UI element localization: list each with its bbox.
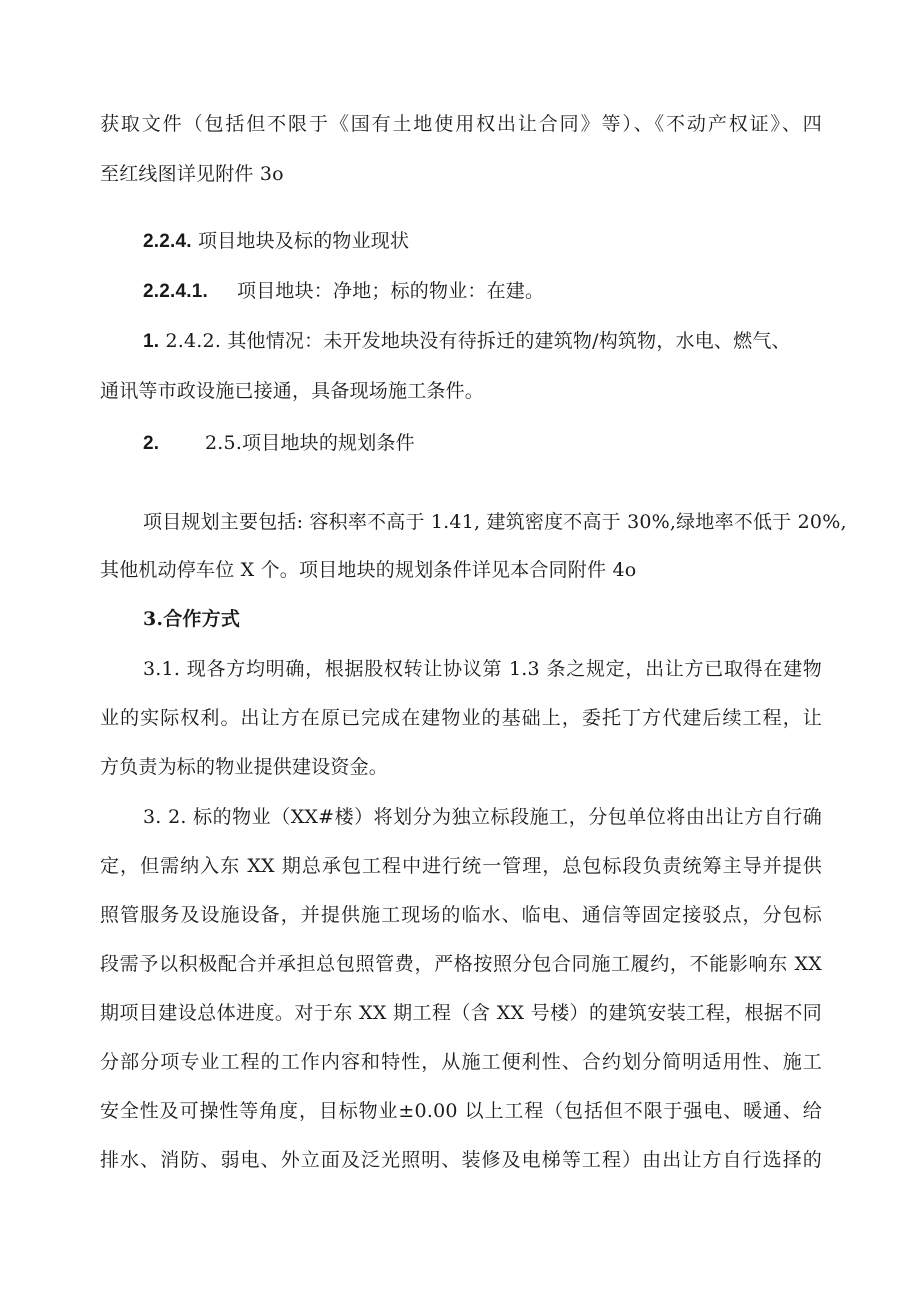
list-number: 1. [143, 331, 160, 352]
list-number: 2. [143, 433, 160, 454]
paragraph-line: 获取文件（包括但不限于《国有土地使用权出让合同》等）、《不动产权证》、四 [100, 113, 822, 135]
paragraph-line: 安全性及可操性等角度，目标物业±0.00 以上工程（包括但不限于强电、暖通、给 [100, 1100, 822, 1122]
paragraph-line: 3.1. 现各方均明确，根据股权转让协议第 1.3 条之规定，出让方已取得在建物 [143, 658, 822, 680]
paragraph-line: 3. 2. 标的物业（XX#楼）将划分为独立标段施工，分包单位将由出让方自行确 [143, 806, 822, 828]
paragraph-line: 方负责为标的物业提供建设资金。 [100, 756, 389, 778]
section-number: 2.2.4. [143, 231, 192, 252]
section-title: 2.5.项目地块的规划条件 [205, 432, 415, 454]
paragraph-line: 照管服务及设施设备，并提供施工现场的临水、临电、通信等固定接驳点，分包标 [100, 904, 822, 926]
paragraph-line: 业的实际权利。出让方在原已完成在建物业的基础上，委托丁方代建后续工程，让 [100, 707, 822, 729]
paragraph-line: 项目规划主要包括: 容积率不高于 1.41, 建筑密度不高于 30%,绿地率不低于 20%, [143, 511, 847, 533]
paragraph-line: 排水、消防、弱电、外立面及泛光照明、装修及电梯等工程）由出让方自行选择的 [100, 1149, 822, 1171]
section-text: 项目地块：净地；标的物业：在建。 [237, 280, 545, 302]
paragraph-line: 段需予以积极配合并承担总包照管费，严格按照分包合同施工履约，不能影响东 XX [100, 953, 822, 975]
paragraph-line: 其他机动停车位 X 个。项目地块的规划条件详见本合同附件 4o [100, 559, 637, 581]
paragraph-line: 定，但需纳入东 XX 期总承包工程中进行统一管理，总包标段负责统筹主导并提供 [100, 855, 822, 877]
paragraph-line: 分部分项专业工程的工作内容和特性，从施工便利性、合约划分简明适用性、施工 [100, 1051, 822, 1073]
section-heading-2-2-4-1 [143, 279, 544, 303]
section-heading-2-5 [143, 431, 415, 455]
section-2-4-2-line [143, 329, 822, 353]
section-heading-3: 3.合作方式 [143, 608, 241, 630]
paragraph-line: 期项目建设总体进度。对于东 XX 期工程（含 XX 号楼）的建筑安装工程，根据不同 [100, 1002, 822, 1024]
section-number: 2.2.4.1. [143, 281, 208, 302]
paragraph-line: 至红线图详见附件 3o [100, 163, 284, 185]
section-text: 2.4.2. 其他情况：未开发地块没有待拆迁的建筑物/构筑物，水电、燃气、 [159, 330, 791, 352]
section-heading-2-2-4 [143, 229, 409, 253]
section-title: 项目地块及标的物业现状 [191, 230, 410, 252]
paragraph-line: 通讯等市政设施已接通，具备现场施工条件。 [100, 380, 485, 402]
